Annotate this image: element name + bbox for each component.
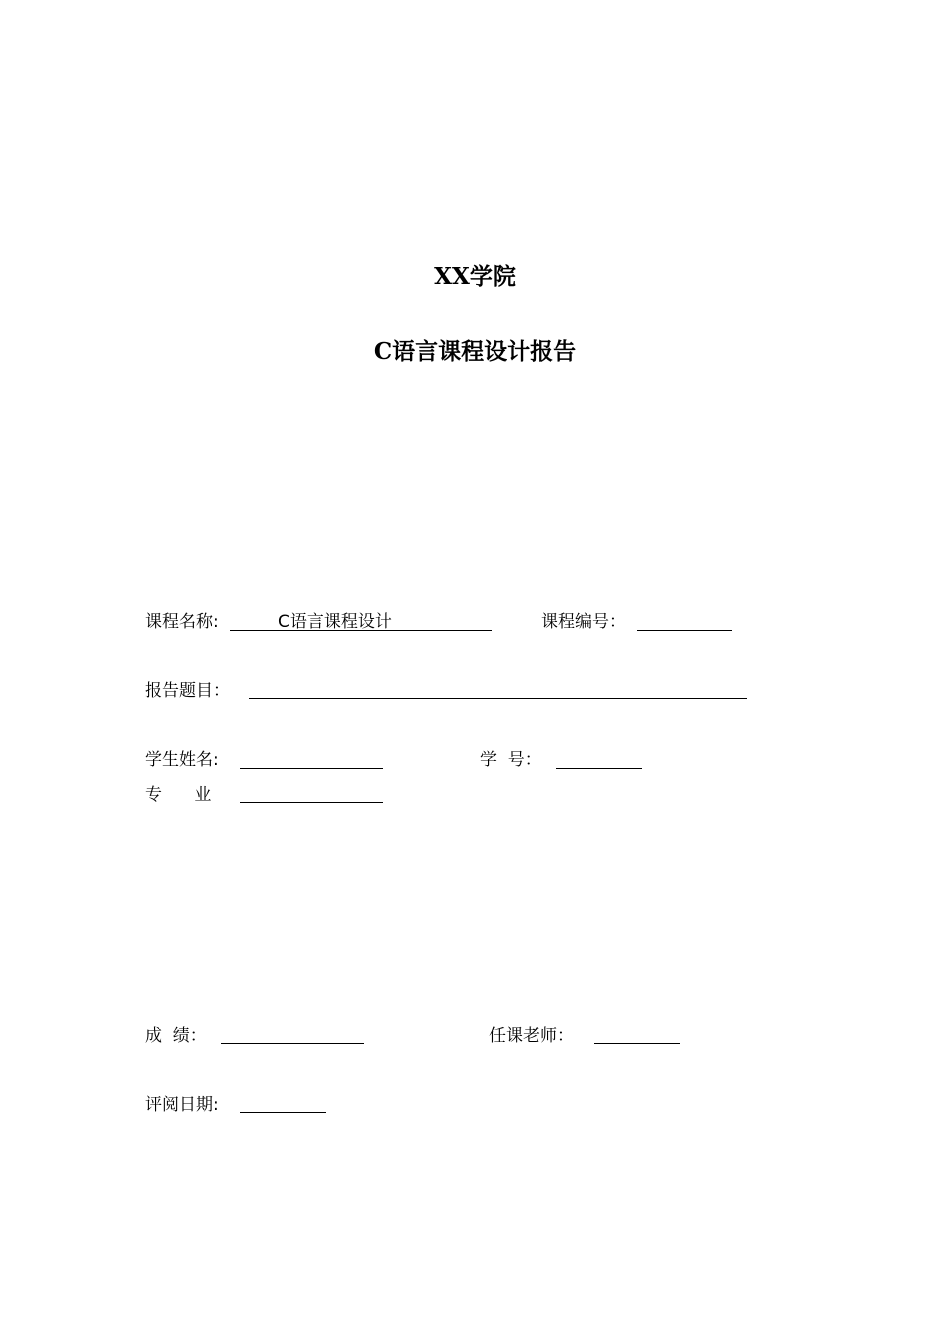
student-name-field xyxy=(240,768,383,769)
school-title: XX学院 xyxy=(434,263,516,290)
course-code-label: 课程编号： xyxy=(541,612,626,632)
grade-field xyxy=(221,1043,364,1044)
report-title: C语言课程设计报告 xyxy=(373,338,577,365)
major-field xyxy=(240,802,383,803)
student-id-label: 学 号： xyxy=(480,750,542,770)
student-name-label: 学生姓名: xyxy=(145,750,219,770)
report-topic-label: 报告题目： xyxy=(145,681,230,701)
course-name-label: 课程名称: xyxy=(145,612,219,632)
report-topic-field xyxy=(249,698,747,699)
teacher-field xyxy=(594,1043,680,1044)
grade-label: 成 绩： xyxy=(145,1026,207,1046)
course-code-field xyxy=(637,630,732,631)
course-name-value: C语言课程设计 xyxy=(278,612,392,632)
teacher-label: 任课老师： xyxy=(489,1026,574,1046)
review-date-label: 评阅日期: xyxy=(145,1095,219,1115)
student-id-field xyxy=(556,768,642,769)
review-date-field xyxy=(240,1112,326,1113)
major-label: 专 业 xyxy=(145,785,212,805)
